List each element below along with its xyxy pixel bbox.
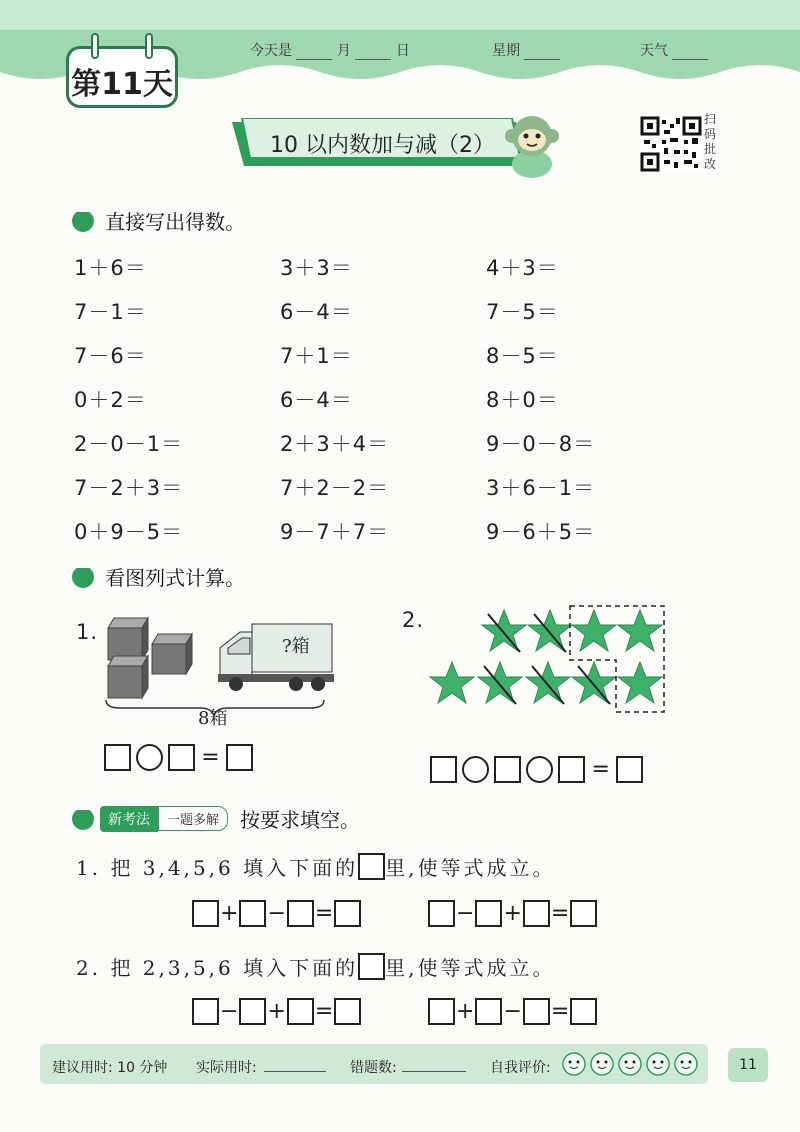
arith-item: 7＋1＝ — [280, 344, 353, 368]
q1-line — [76, 852, 555, 881]
date-label: 日 — [395, 43, 410, 59]
today-label: 今天是 — [250, 43, 292, 59]
answer-box[interactable] — [430, 756, 457, 783]
equals-sign: = — [201, 745, 220, 770]
q2-line — [76, 952, 555, 981]
qr-code-icon[interactable] — [640, 116, 702, 172]
day-label: 第11天 — [71, 67, 173, 102]
answer-box[interactable] — [523, 900, 550, 927]
weather-label: 天气 — [640, 43, 668, 59]
cube-icon — [108, 656, 148, 698]
answer-box[interactable] — [523, 998, 550, 1025]
total-label: 8箱 — [198, 708, 228, 729]
operator-circle[interactable] — [136, 744, 163, 771]
answer-box[interactable] — [334, 998, 361, 1025]
answer-box[interactable] — [192, 998, 219, 1025]
arith-item: 0＋9－5＝ — [74, 520, 184, 544]
section3-heading — [72, 804, 360, 833]
answer-box[interactable] — [558, 756, 585, 783]
arith-item: 2－0－1＝ — [74, 432, 184, 456]
cube-icon — [108, 618, 148, 660]
section1-title: 直接写出得数。 — [105, 210, 246, 234]
actual-time-label: 实际用时: — [196, 1060, 257, 1076]
arith-row — [74, 384, 634, 428]
q1-suffix: 里,使等式成立。 — [385, 856, 556, 880]
day-badge — [66, 46, 178, 108]
section-three-icon — [72, 808, 94, 830]
answer-box[interactable] — [239, 998, 266, 1025]
arith-item: 7－1＝ — [74, 300, 147, 324]
suggested-time: 建议用时: 10 分钟 — [52, 1060, 168, 1076]
weather-line — [640, 40, 708, 60]
cube-icon — [152, 634, 192, 674]
page-title: 10 以内数加与减（2） — [270, 133, 495, 158]
arith-item: 9－0－8＝ — [486, 432, 596, 456]
arith-item: 7＋2－2＝ — [280, 476, 390, 500]
answer-box[interactable] — [475, 900, 502, 927]
answer-box[interactable] — [192, 900, 219, 927]
new-method-tag: 新考法 — [100, 806, 158, 832]
truck-label: ?箱 — [282, 636, 310, 657]
errors-blank[interactable] — [402, 1056, 466, 1072]
arith-row — [74, 296, 634, 340]
star-icon — [618, 662, 662, 703]
face-icon — [563, 1053, 585, 1075]
q1-equation-a: + − = — [192, 900, 361, 927]
arith-row — [74, 252, 634, 296]
q1-equation-b: − + = — [428, 900, 597, 927]
multi-solution-tag: 一题多解 — [158, 806, 228, 831]
calendar-ring-icon — [91, 33, 99, 59]
arith-item: 1＋6＝ — [74, 256, 147, 280]
star-icon — [430, 662, 474, 703]
answer-box[interactable] — [168, 744, 195, 771]
operator-circle[interactable] — [462, 756, 489, 783]
weather-blank[interactable] — [672, 59, 708, 60]
qr-label: 扫码批改 — [704, 112, 717, 171]
face-icon — [647, 1053, 669, 1075]
arith-item: 9－6＋5＝ — [486, 520, 596, 544]
errors-label: 错题数: — [350, 1060, 397, 1076]
arith-item: 8＋0＝ — [486, 388, 559, 412]
answer-box[interactable] — [287, 998, 314, 1025]
weekday-line — [492, 40, 560, 60]
example-box — [358, 853, 385, 880]
answer-box[interactable] — [226, 744, 253, 771]
section2-title: 看图列式计算。 — [105, 566, 246, 590]
arith-item: 3＋6－1＝ — [486, 476, 596, 500]
weekday-blank[interactable] — [524, 59, 560, 60]
section2-heading — [72, 562, 245, 591]
arith-item: 6－4＝ — [280, 388, 353, 412]
section1-heading — [72, 206, 245, 235]
date-blank[interactable] — [355, 59, 391, 60]
problem1-number: 1. — [76, 620, 99, 644]
star-icon — [618, 610, 662, 651]
section-one-icon — [72, 210, 94, 232]
arith-row — [74, 340, 634, 384]
self-eval-label: 自我评价: — [490, 1060, 551, 1076]
answer-box[interactable] — [475, 998, 502, 1025]
q1-prefix: 1. 把 3,4,5,6 填入下面的 — [76, 856, 359, 880]
problem2-answer — [430, 756, 643, 783]
answer-box[interactable] — [494, 756, 521, 783]
date-line — [250, 40, 410, 60]
answer-box[interactable] — [428, 900, 455, 927]
answer-box[interactable] — [570, 998, 597, 1025]
q2-prefix: 2. 把 2,3,5,6 填入下面的 — [76, 956, 359, 980]
page-number: 11 — [728, 1048, 768, 1082]
section-two-icon — [72, 566, 94, 588]
arith-item: 7－6＝ — [74, 344, 147, 368]
answer-box[interactable] — [104, 744, 131, 771]
stars-illustration — [420, 598, 670, 718]
arith-item: 4＋3＝ — [486, 256, 559, 280]
section3-title: 按要求填空。 — [240, 808, 361, 832]
face-icon — [591, 1053, 613, 1075]
q2-suffix: 里,使等式成立。 — [385, 956, 556, 980]
arith-item: 3＋3＝ — [280, 256, 353, 280]
actual-time-blank[interactable] — [264, 1056, 326, 1072]
q2-equation-b: + − = — [428, 998, 597, 1025]
q2-equation-a: − + = — [192, 998, 361, 1025]
arith-item: 0＋2＝ — [74, 388, 147, 412]
answer-box[interactable] — [287, 900, 314, 927]
arith-item: 7－2＋3＝ — [74, 476, 184, 500]
self-eval-faces — [560, 1050, 700, 1078]
arith-item: 2＋3＋4＝ — [280, 432, 390, 456]
equals-sign: = — [591, 757, 610, 782]
weekday-label: 星期 — [492, 43, 520, 59]
month-label: 月 — [336, 43, 351, 59]
arithmetic-grid — [74, 252, 634, 560]
answer-box[interactable] — [570, 900, 597, 927]
arith-row — [74, 472, 634, 516]
arith-item: 8－5＝ — [486, 344, 559, 368]
problem2-number: 2. — [402, 608, 425, 632]
face-icon — [619, 1053, 641, 1075]
arith-item: 7－5＝ — [486, 300, 559, 324]
arith-row — [74, 516, 634, 560]
problem1-answer — [104, 744, 253, 771]
answer-box[interactable] — [616, 756, 643, 783]
calendar-ring-icon — [145, 33, 153, 59]
face-icon — [675, 1053, 697, 1075]
answer-box[interactable] — [428, 998, 455, 1025]
arith-item: 6－4＝ — [280, 300, 353, 324]
operator-circle[interactable] — [526, 756, 553, 783]
answer-box[interactable] — [239, 900, 266, 927]
arith-row — [74, 428, 634, 472]
arith-item: 9－7＋7＝ — [280, 520, 390, 544]
monkey-mascot-icon — [500, 108, 564, 180]
star-icon — [572, 610, 616, 651]
example-box — [358, 953, 385, 980]
answer-box[interactable] — [334, 900, 361, 927]
month-blank[interactable] — [296, 59, 332, 60]
truck-icon — [218, 624, 334, 691]
